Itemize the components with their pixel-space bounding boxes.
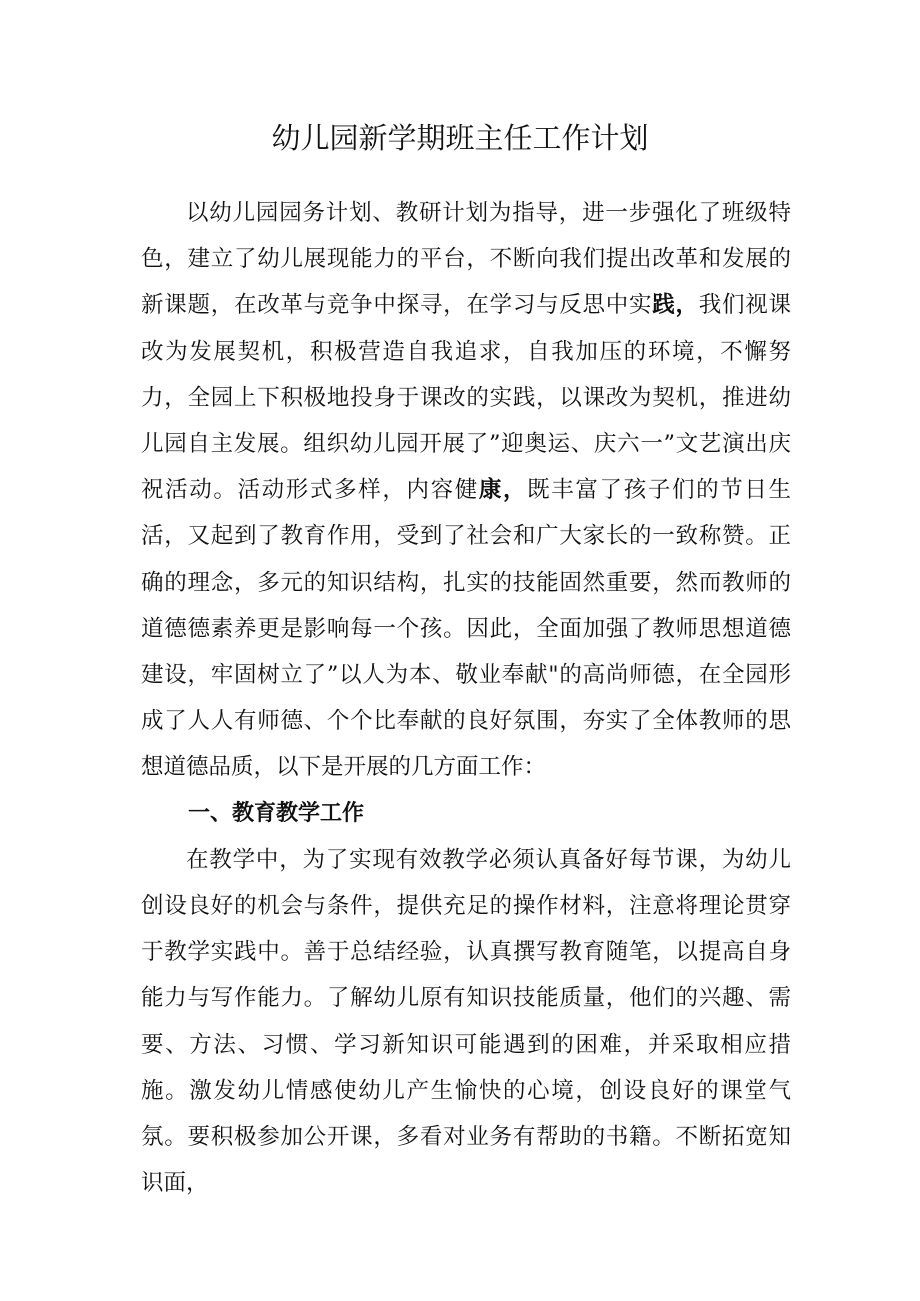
intro-text-part1: 以幼儿园园务计划、教研计划为指导，进一步强化了班级特色，建立了幼儿展现能力的平台，不断向我们提出改革和发展的新课题，在改革与竞争中探寻，在学习与反思中实 [141, 200, 791, 319]
section-heading-teaching: 一、教育教学工作 [188, 800, 365, 826]
intro-bold-2: 康， [478, 477, 528, 504]
intro-bold-1: 践， [652, 292, 699, 319]
intro-text-part2: 我们视课改为发展契机，积极营造自我追求，自我加压的环境，不懈努力，全园上下积极地投身于课改的实践，以课改为契机，推进幼儿园自主发展。组织幼儿园开展了”迎奥运、庆六一”文艺演出庆祝活动。活动形式多样，内容健 [141, 292, 791, 504]
document-body [141, 190, 791, 1206]
intro-paragraph [141, 190, 791, 791]
teaching-paragraph: 在教学中，为了实现有效教学必须认真备好每节课，为幼儿创设良好的机会与条件，提供充足的操作材料，注意将理论贯穿于教学实践中。善于总结经验，认真撰写教育随笔，以提高自身能力与写作能力。了解幼儿原有知识技能质量，他们的兴趣、需要、方法、习惯、学习新知识可能遇到的困难，并采取相应措施。激发幼儿情感使幼儿产生愉快的心境，创设良好的课堂气氛。要积极参加公开课，多看对业务有帮助的书籍。不断拓宽知识面， [141, 846, 791, 1197]
document-title: 幼儿园新学期班主任工作计划 [271, 121, 649, 155]
intro-text-part3: 既丰富了孩子们的节日生活，又起到了教育作用，受到了社会和广大家长的一致称赞。正确的理念，多元的知识结构，扎实的技能固然重要，然而教师的道德德素养更是影响每一个孩。因此，全面加强了教师思想道德建设，牢固树立了”以人为本、敬业奉献"的高尚师德，在全园形成了人人有师德、个个比奉献的良好氛围，夯实了全体教师的思想道德品质，以下是开展的几方面工作： [141, 477, 791, 781]
